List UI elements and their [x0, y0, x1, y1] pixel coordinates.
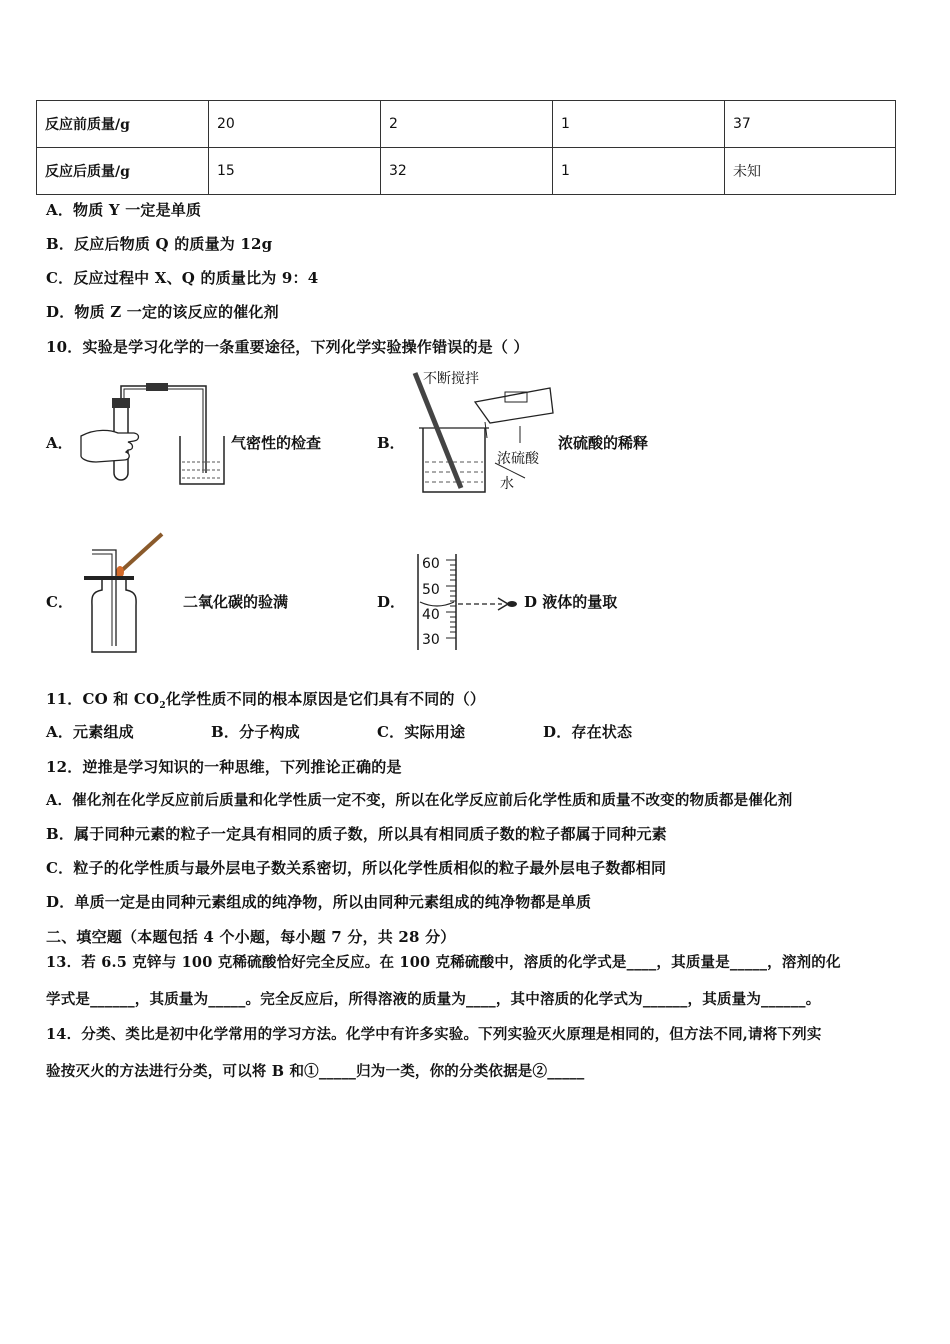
- table-cell: 37: [725, 101, 896, 148]
- q12-option-a: A．催化剂在化学反应前后质量和化学性质一定不变，所以在化学反应前后化学性质和质量不改变的物质都是催化剂: [46, 792, 793, 809]
- table-cell: 2: [381, 101, 553, 148]
- q11-option-d: D．存在状态: [543, 723, 633, 741]
- section-heading: 二、填空题（本题包括 4 个小题，每小题 7 分，共 28 分）: [46, 928, 456, 946]
- q9-option-d: D．物质 Z 一定的该反应的催化剂: [46, 303, 279, 321]
- q10-c-caption: 二氧化碳的验满: [183, 593, 289, 611]
- q12-stem: 12．逆推是学习知识的一种思维，下列推论正确的是: [46, 758, 402, 776]
- q11-option-c: C．实际用途: [377, 723, 466, 741]
- q11-option-b: B．分子构成: [211, 723, 300, 741]
- q11-stem: [46, 688, 485, 711]
- q10-d-letter: D．: [377, 593, 406, 611]
- table-cell: 20: [209, 101, 381, 148]
- q12-option-d: D．单质一定是由同种元素组成的纯净物，所以由同种元素组成的纯净物都是单质: [46, 893, 592, 911]
- label-acid: 浓硫酸: [497, 451, 539, 467]
- q10-a-letter: A．: [46, 434, 73, 452]
- mass-table: [36, 100, 896, 195]
- q10-b-caption: 浓硫酸的稀释: [558, 434, 649, 452]
- q11-option-a: A．元素组成: [46, 723, 134, 741]
- q13-line1: 13．若 6.5 克锌与 100 克稀硫酸恰好完全反应。在 100 克稀硫酸中，溶质的化学式是____，其质量是_____，溶剂的化: [46, 954, 841, 971]
- table-cell: 1: [553, 148, 725, 195]
- q11-stem-sub: 2: [159, 701, 166, 711]
- tick-30: 30: [422, 632, 440, 648]
- q11-stem-post: 化学性质不同的根本原因是它们具有不同的（）: [165, 690, 486, 708]
- q10-d-caption: D 液体的量取: [524, 593, 618, 611]
- q9-option-c: C．反应过程中 X、Q 的质量比为 9：4: [46, 269, 319, 287]
- table-cell: 1: [553, 101, 725, 148]
- label-water: 水: [500, 476, 514, 492]
- table-cell: 未知: [725, 148, 896, 195]
- table-cell: 32: [381, 148, 553, 195]
- row-label: 反应前质量/g: [37, 101, 209, 148]
- q10-b-letter: B．: [377, 434, 405, 452]
- airtightness-check-figure: [76, 378, 226, 490]
- q9-option-a: A．物质 Y 一定是单质: [46, 201, 202, 219]
- q10-a-caption: 气密性的检查: [231, 434, 322, 452]
- q13-line2: 学式是______，其质量为_____。完全反应后，所得溶液的质量为____，其中溶质的化学式为______，其质量为______。: [46, 991, 821, 1008]
- tick-60: 60: [422, 556, 440, 572]
- table-row: [37, 148, 896, 195]
- co2-check-figure: [80, 530, 180, 656]
- q11-stem-pre: 11．CO 和 CO: [46, 690, 160, 708]
- q12-option-c: C．粒子的化学性质与最外层电子数关系密切，所以化学性质相似的粒子最外层电子数都相同: [46, 859, 667, 877]
- q10-stem: 10．实验是学习化学的一条重要途径，下列化学实验操作错误的是（ ）: [46, 338, 529, 356]
- q9-option-b: B．反应后物质 Q 的质量为 12g: [46, 235, 273, 253]
- q14-line2: 验按灭火的方法进行分类，可以将 B 和①_____归为一类，你的分类依据是②_____: [46, 1063, 585, 1080]
- label-stir: 不断搅拌: [423, 371, 479, 387]
- q14-line1: 14．分类、类比是初中化学常用的学习方法。化学中有许多实验。下列实验灭火原理是相同的，但方法不同,请将下列实: [46, 1026, 822, 1043]
- table-cell: 15: [209, 148, 381, 195]
- q10-c-letter: C．: [46, 593, 73, 611]
- table-row: [37, 101, 896, 148]
- tick-50: 50: [422, 582, 440, 598]
- row-label: 反应后质量/g: [37, 148, 209, 195]
- q12-option-b: B．属于同种元素的粒子一定具有相同的质子数，所以具有相同质子数的粒子都属于同种元素: [46, 825, 667, 843]
- tick-40: 40: [422, 607, 440, 623]
